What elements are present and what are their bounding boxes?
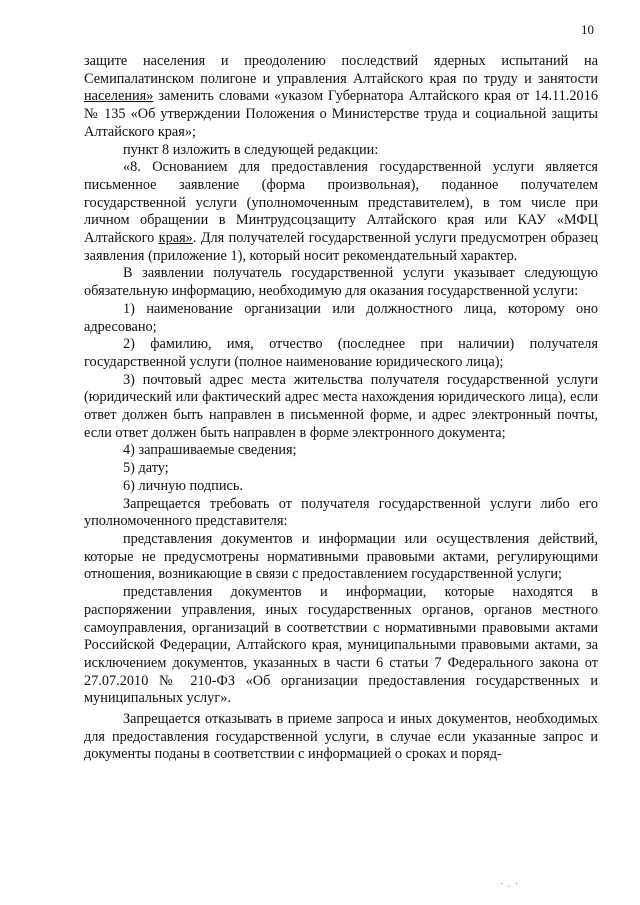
paragraph: [84, 159, 598, 265]
paragraph-text: В заявлении получатель государственной услуги указывает следующую обязательную информацию, необходимую для оказания государственной услуги:: [84, 265, 598, 300]
paragraph: [84, 711, 598, 764]
paragraph: [84, 53, 598, 142]
paragraph: [84, 460, 598, 478]
paragraph: [84, 301, 598, 336]
underlined-text: края»: [158, 230, 193, 247]
paragraph: [84, 584, 598, 708]
scan-speck: · . ·: [500, 879, 520, 890]
paragraph-text: Запрещается требовать от получателя государственной услуги либо его уполномоченного представителя:: [84, 495, 598, 530]
paragraph: [84, 496, 598, 531]
paragraph: [84, 531, 598, 584]
paragraph: [84, 336, 598, 371]
page-number: 10: [581, 22, 594, 37]
paragraph-text: представления документов и информации, которые находятся в распоряжении управления, иных государственных органов, органов местного самоуправления, организаций в соответствии с нормативными правовыми актами Российской Федерации, Алтайского края, муниципальными правовыми актами, за исключением документов, указанных в части 6 статьи 7 Федерального закона от 27.07.2010 № 210-ФЗ «Об организации предоставления государственных и муниципальных услуг».: [84, 584, 598, 707]
paragraph-text: 4) запрашиваемые сведения;: [123, 442, 297, 459]
paragraph-text: 3) почтовый адрес места жительства получателя государственной услуги (юридический или фактический адрес места нахождения юридического лица), если ответ должен быть направлен в письменной форме, и адрес электронный почты, если ответ должен быть направлен в форме электронного документа;: [84, 371, 598, 441]
paragraph-text: 2) фамилию, имя, отчество (последнее при наличии) получателя государственной услуги (полное наименование юридического лица);: [84, 336, 598, 370]
paragraph-text: 1) наименование организации или должностного лица, которому оно адресовано;: [84, 300, 598, 335]
paragraph-text: «8. Основанием для предоставления государственной услуги является письменное заявление (форма произвольная), поданное получателем государственной услуги (уполномоченным представителем), в том числе при личном обращении в Минтрудсоцзащиту Алтайского края или КАУ «МФЦ Алтайского: [84, 159, 598, 247]
underlined-text: населения»: [84, 88, 154, 105]
paragraph-text: заменить словами «указом Губернатора Алтайского края от 14.11.2016 № 135 «Об утверждении Положения о Министерстве труда и социальной защиты Алтайского края»;: [84, 88, 598, 140]
paragraph-text: 6) личную подпись.: [123, 477, 243, 494]
paragraph-text: Запрещается отказывать в приеме запроса и иных документов, необходимых для предоставления государственной услуги, в случае если указанные запрос и документы поданы в соответствии с информацией о сроках и поряд-: [84, 711, 598, 763]
paragraph: [84, 442, 598, 460]
paragraph: [84, 372, 598, 443]
paragraph: [84, 265, 598, 300]
paragraph-text: 5) дату;: [123, 460, 169, 477]
paragraph-text: защите населения и преодолению последствий ядерных испытаний на Семипалатинском полигоне и управления Алтайского края по труду и занятости: [84, 53, 598, 87]
paragraph-text: представления документов и информации или осуществления действий, которые не предусмотрены нормативными правовыми актами, регулирующими отношения, возникающие в связи с предоставлением государственной услуги;: [84, 530, 598, 583]
paragraph: [84, 142, 598, 160]
paragraph-text: . Для получателей государственной услуги предусмотрен образец заявления (приложение 1), который носит рекомендательный характер.: [84, 230, 598, 264]
document-body: [84, 53, 598, 764]
paragraph-text: пункт 8 изложить в следующей редакции:: [123, 141, 379, 158]
paragraph: [84, 478, 598, 496]
